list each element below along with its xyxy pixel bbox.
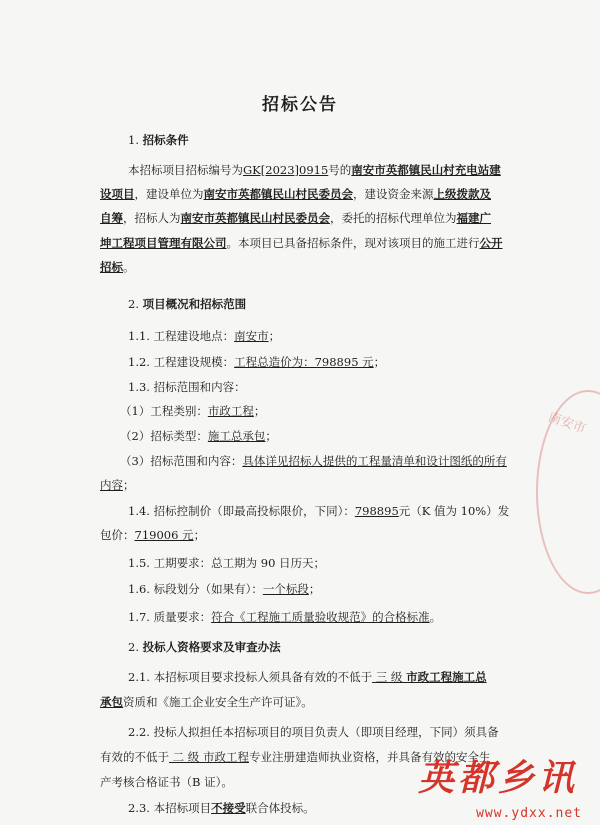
text-run: 南安市英都镇民山村充电站建	[351, 163, 501, 177]
text-run: 2.2. 投标人拟担任本招标项目的项目负责人（即项目经理，下同）须具备	[128, 725, 499, 739]
text-run: ；	[373, 355, 386, 369]
text-line	[120, 454, 507, 468]
text-run: ；	[193, 528, 206, 542]
text-run: 1.7. 质量要求：	[128, 610, 212, 624]
text-run: 1.2. 工程建设规模：	[128, 355, 235, 369]
text-run: 南安市英都镇民山村民委员会	[180, 211, 330, 225]
text-run: （3）招标范围和内容：	[120, 454, 243, 468]
text-run: 包价：	[100, 528, 135, 542]
text-run: 1.3. 招标范围和内容：	[128, 380, 246, 394]
text-run: 不接受	[211, 801, 246, 815]
text-run: 1.6. 标段划分（如果有）：	[128, 582, 263, 596]
text-run: 元（K 值为 10%）发	[398, 504, 510, 518]
text-line	[100, 775, 233, 789]
text-line	[120, 429, 277, 443]
text-run: 自筹	[100, 211, 123, 225]
text-run: 。	[123, 260, 135, 274]
text-run: 市政工程施工总	[406, 670, 487, 684]
text-line	[128, 163, 501, 177]
text-run: ，建设资金来源	[353, 187, 434, 201]
page-title: 招标公告	[262, 95, 338, 115]
text-run: 2.3. 本招标项目	[128, 801, 212, 815]
text-line	[128, 801, 315, 815]
text-run: 798895	[354, 504, 399, 518]
text-line	[128, 556, 325, 570]
text-run: 本招标项目招标编号为	[128, 163, 243, 177]
site-watermark-url: www.ydxx.net	[476, 806, 582, 821]
text-line	[128, 329, 280, 343]
text-line	[128, 640, 281, 654]
text-run: 招标条件	[142, 133, 189, 147]
text-run: 上级拨款及	[433, 187, 491, 201]
site-watermark: 英都乡讯	[417, 757, 578, 799]
text-run: 符合《工程施工质量验收规范》的合格标准	[211, 610, 430, 624]
text-line	[128, 380, 246, 394]
text-line	[100, 528, 205, 542]
text-run: 2.	[128, 640, 143, 654]
text-run: 联合体投标。	[245, 801, 315, 815]
text-run: 三 级	[372, 670, 407, 684]
text-run: 号的	[328, 163, 352, 177]
text-run: 内容	[100, 478, 123, 492]
text-run: 1.	[128, 133, 143, 147]
text-run: 招标	[100, 260, 123, 274]
text-run: 有效的不低于	[100, 750, 169, 764]
text-run: ；	[265, 429, 277, 443]
text-line	[128, 582, 320, 596]
text-run: ；	[268, 329, 281, 343]
text-run: 专业注册建造师执业资格，并具备有效的安全生	[248, 750, 491, 764]
text-run: 。	[429, 610, 442, 624]
text-run: 项目概况和招标范围	[142, 297, 247, 311]
text-run: 坤工程项目管理有限公司	[100, 236, 227, 250]
text-run: 公开	[479, 236, 503, 250]
text-run: ；	[308, 582, 321, 596]
text-line	[100, 236, 503, 250]
text-line	[128, 297, 246, 311]
text-run: （2）招标类型：	[120, 429, 208, 443]
text-run: 南安市英都镇民山村民委员会	[203, 187, 353, 201]
text-run: ，建设单位为	[134, 187, 204, 201]
text-line	[100, 260, 135, 274]
text-line	[100, 478, 135, 492]
text-run: 具体详见招标人提供的工程量清单和设计图纸的所有	[242, 454, 507, 468]
text-run: 1.4. 招标控制价（即最高投标限价，下同）：	[128, 504, 355, 518]
text-run: 工程总造价为：798895 元	[234, 355, 374, 369]
text-line	[128, 504, 509, 518]
text-run: 1.5. 工期要求：总工期为 90 日历天；	[128, 556, 326, 570]
text-run: 市政工程	[202, 750, 249, 764]
text-run: （1）工程类别：	[120, 404, 208, 418]
text-run: GK[2023]0915	[243, 163, 329, 177]
text-run: ；	[123, 478, 135, 492]
text-line	[128, 355, 385, 369]
text-run: 施工总承包	[207, 429, 266, 443]
stamp-text: 南安市	[545, 409, 588, 438]
text-line	[100, 187, 491, 201]
text-line	[100, 695, 313, 709]
text-run: 投标人资格要求及审查办法	[142, 640, 281, 654]
text-run: ，招标人为	[123, 211, 181, 225]
text-line	[128, 670, 487, 684]
text-run: 市政工程	[207, 404, 254, 418]
text-run: 二 级	[169, 750, 203, 764]
text-run: 资质和《施工企业安全生产许可证》。	[123, 695, 313, 709]
text-run: ；	[253, 404, 266, 418]
text-run: 承包	[100, 695, 123, 709]
text-run: 福建广	[456, 211, 491, 225]
text-run: 设项目	[100, 187, 135, 201]
text-run: 1.1. 工程建设地点：	[128, 329, 235, 343]
text-run: ，委托的招标代理单位为	[330, 211, 457, 225]
text-run: 南安市	[234, 329, 269, 343]
text-run: 产考核合格证书（B 证）。	[100, 775, 233, 789]
text-line	[128, 610, 441, 624]
text-run: 2.	[128, 297, 143, 311]
text-run: 。本项目已具备招标条件，现对该项目的施工进行	[226, 236, 480, 250]
text-run: 719006 元	[134, 528, 194, 542]
text-line	[120, 404, 265, 418]
text-run: 2.1. 本招标项目要求投标人须具备有效的不低于	[128, 670, 373, 684]
text-line	[128, 725, 499, 739]
official-stamp	[536, 390, 600, 594]
text-line	[100, 211, 491, 225]
text-run: 一个标段	[262, 582, 309, 596]
text-line	[128, 133, 189, 147]
